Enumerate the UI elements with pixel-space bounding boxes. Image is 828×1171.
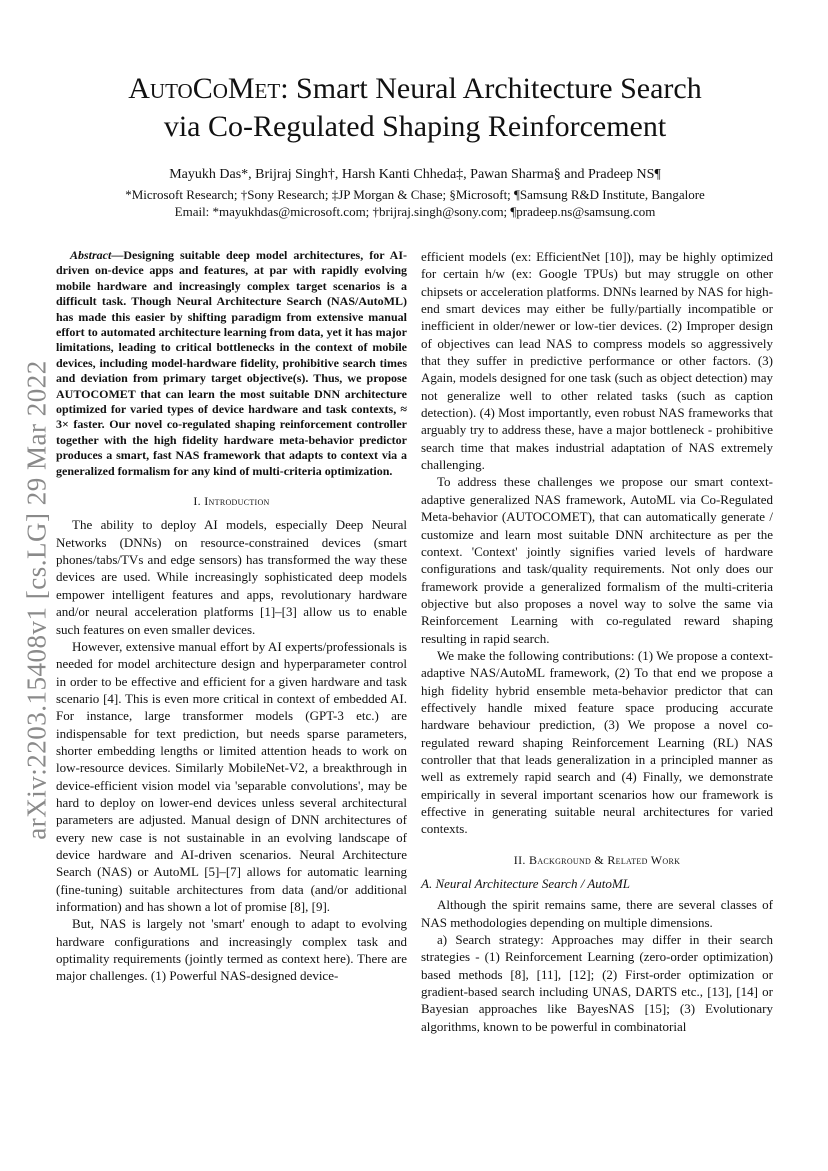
paragraph: The ability to deploy AI models, especially Deep Neural Networks (DNNs) on resource-constrained devices (smart phones/tabs/TVs and edge sensors) has transformed the way these devices are used. While increasingly sophisticated deep models empower intelligent features and apps, revolutionary hardware and/or neural acceleration platforms [1]–[3] allow us to enable such features on even smaller devices. — [56, 517, 407, 637]
paper-title — [70, 70, 760, 146]
title-system-name: AutoCoMet — [128, 72, 281, 105]
title-line1-rest: : Smart Neural Architecture Search — [280, 72, 702, 105]
section-number: I. — [193, 494, 201, 509]
section-heading-intro — [56, 493, 407, 510]
subsection-heading: A. Neural Architecture Search / AutoML — [421, 876, 630, 892]
title-line2: via Co-Regulated Shaping Reinforcement — [163, 110, 667, 143]
paragraph: We make the following contributions: (1) We propose a context-adaptive NAS/AutoML framework, (2) To that end we propose a high fidelity hybrid ensemble meta-behavior predictor that can effectively handle mixed feature space producing accurate hardware behaviour prediction, (3) We propose a novel co-regulated reward shaping Reinforcement Learning (RL) NAS controller that that leads generalization in a principled manner as well as extremely rapid search and (4) Finally, we demonstrate empirically in several important scenarios how our framework is effective in generating suitable neural architectures for varied contexts. — [421, 647, 773, 837]
paragraph: To address these challenges we propose our smart context-adaptive generalized NAS framework, AutoML via Co-Regulated Meta-behavior (AUTOCOMET), that can automatically generate / customize and learn most suitable DNN architecture as per the context. 'Context' jointly signifies varied levels of hardware configurations and task/quality requirements. Not only does our framework provide a generalized formalism of the multi-criteria objective but also proposes a novel way to solve the same via Reinforcement Learning with co-regulated reward shaping resulting in rapid search. — [421, 474, 773, 646]
left-column — [56, 248, 407, 985]
paragraph: efficient models (ex: EfficientNet [10]), may be highly optimized for certain h/w (ex: Google TPUs) but may struggle on other chipsets or acceleration platforms. DNNs learned by NAS for high-end smart devices may either be fully/partially incompatible or inefficient in older/newer or low-tier devices. (2) Improper design of objectives can lead NAS to compress models so aggressively that they suffer in predictive performance or other factors. (3) Again, models designed for one task (such as object detection) may not generalize well to other related tasks (such as caption detection). (4) Most importantly, even robust NAS frameworks that arguably try to address these, have a major bottleneck - prohibitive search time that makes industrial adaptation of NAS extremely challenging. — [421, 249, 773, 473]
author-list: Mayukh Das*, Brijraj Singh†, Harsh Kanti Chheda‡, Pawan Sharma§ and Pradeep NS¶ — [169, 167, 661, 182]
abstract-text: —Designing suitable deep model architectures, for AI-driven on-device apps and features, at par with rapidly evolving mobile hardware and increasingly complex target scenarios is a difficult task. Though Neural Architecture Search (NAS/AutoML) has made this easier by shifting paradigm from extensive manual effort to automated architecture learning from data, yet it has major limitations, leading to critical bottlenecks in the context of mobile devices, including model-hardware fidelity, prohibitive search times and deviation from primary target objective(s). Thus, we propose AUTOCOMET that can learn the most suitable DNN architecture optimized for varied types of device hardware and task contexts, ≈ 3× faster. Our novel co-regulated shaping reinforcement controller together with the high fidelity hardware meta-behavior predictor produces a smart, fast NAS framework that adapts to context via a generalized formalism for any kind of multi-criteria optimization. — [56, 248, 407, 478]
abstract-label: Abstract — [70, 248, 112, 262]
right-column — [421, 248, 773, 1035]
paragraph: a) Search strategy: Approaches may differ in their search strategies - (1) Reinforcement Learning (zero-order optimization) based methods [8], [11], [12]; (2) First-order optimization or gradient-based search including UNAS, DARTS etc., [13], [14] or Bayesian approaches like BayesNAS [15]; (3) Evolutionary algorithms, known to be powerful in combinatorial — [421, 932, 773, 1034]
author-emails: Email: *mayukhdas@microsoft.com; †brijraj.singh@sony.com; ¶pradeep.ns@samsung.com — [174, 204, 656, 219]
paragraph: But, NAS is largely not 'smart' enough to adapt to evolving hardware configurations and increasingly complex task and optimality requirements (jointly termed as context here). There are major challenges. (1) Powerful NAS-designed device- — [56, 916, 407, 984]
section-title: Background & Related Work — [529, 852, 681, 867]
affiliations: *Microsoft Research; †Sony Research; ‡JP Morgan & Chase; §Microsoft; ¶Samsung R&D Institute, Bangalore — [125, 187, 705, 202]
section-title: Introduction — [204, 494, 270, 509]
paragraph: However, extensive manual effort by AI experts/professionals is needed for model architecture design and hyperparameter control in order to be effective and efficient for a given hardware and task scenario [4]. This is even more critical in context of embedded AI. For instance, large transformer models (GPT-3 etc.) are indispensable for text prediction, but needs sparse parameters, shorter embedding lengths or limited attention heads to work on low-resource devices. Similarly MobileNet-V2, a breakthrough in device-efficient vision model via 'separable convolutions', may be hard to deploy on lower-end devices unless several architectural parameters are adjusted. Manual design of DNN architectures of every new case is not sustainable in an evolving landscape of device hardware and AI-driven scenarios. Neural Architecture Search (NAS) or AutoML [5]–[7] allows for automatic learning (fine-tuning) suitable architectures from data (and/or additional information) and has shown a lot of promise [8], [9]. — [56, 638, 407, 914]
abstract — [56, 248, 407, 479]
section-heading-background — [421, 852, 773, 869]
section-number: II. — [513, 852, 526, 867]
arxiv-id-text: arXiv:2203.15408v1 [cs.LG] 29 Mar 2022 — [21, 360, 52, 840]
paragraph: Although the spirit remains same, there are several classes of NAS methodologies depending on multiple dimensions. — [421, 897, 773, 930]
